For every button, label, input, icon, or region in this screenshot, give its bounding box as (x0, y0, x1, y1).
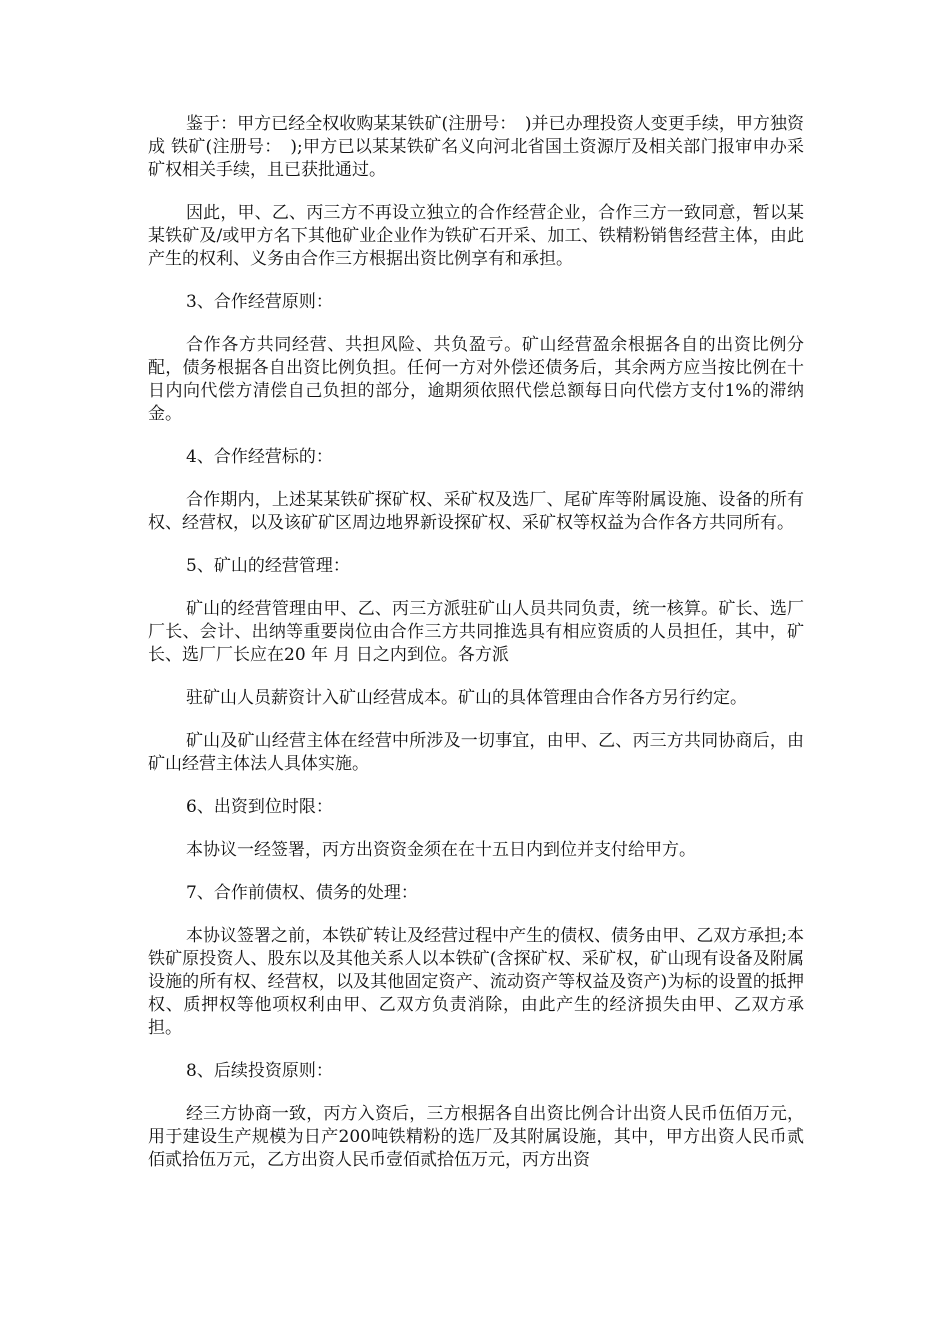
paragraph-section-8: 经三方协商一致，丙方入资后，三方根据各自出资比例合计出资人民币伍佰万元，用于建设生产规模为日产200吨铁精粉的选厂及其附属设施，其中，甲方出资人民币贰佰贰拾伍万元，乙方出资人民币壹佰贰拾伍万元，丙方出资 (148, 1104, 804, 1170)
section-heading-5: 5、矿山的经营管理： (186, 556, 350, 576)
section-heading-6: 6、出资到位时限： (186, 797, 333, 817)
section-heading-7: 7、合作前债权、债务的处理： (186, 883, 418, 903)
paragraph-section-5-c: 矿山及矿山经营主体在经营中所涉及一切事宜，由甲、乙、丙三方共同协商后，由矿山经营主体法人具体实施。 (148, 731, 804, 774)
document-page (148, 113, 804, 1172)
paragraph-agreement-basis: 因此，甲、乙、丙三方不再设立独立的合作经营企业，合作三方一致同意，暂以某某铁矿及/或甲方名下其他矿业企业作为铁矿石开采、加工、铁精粉销售经营主体，由此产生的权利、义务由合作三方根据出资比例享有和承担。 (148, 203, 804, 269)
paragraph-preamble: 鉴于：甲方已经全权收购某某铁矿(注册号： )并已办理投资人变更手续，甲方独资成 铁矿(注册号： );甲方已以某某铁矿名义向河北省国土资源厅及相关部门报审申办采矿权相关手续，且已获批通过。 (148, 114, 804, 180)
paragraph-section-5-a: 矿山的经营管理由甲、乙、丙三方派驻矿山人员共同负责，统一核算。矿长、选厂厂长、会计、出纳等重要岗位由合作三方共同推选具有相应资质的人员担任，其中，矿长、选厂厂长应在20 年 月 日之内到位。各方派 (148, 599, 804, 665)
paragraph-section-3: 合作各方共同经营、共担风险、共负盈亏。矿山经营盈余根据各自的出资比例分配，债务根据各自出资比例负担。任何一方对外偿还债务后，其余两方应当按比例在十日内向代偿方清偿自己负担的部分，逾期须依照代偿总额每日向代偿方支付1%的滞纳金。 (148, 335, 804, 424)
paragraph-section-6: 本协议一经签署，丙方出资资金须在在十五日内到位并支付给甲方。 (186, 840, 696, 860)
paragraph-section-5-b: 驻矿山人员薪资计入矿山经营成本。矿山的具体管理由合作各方另行约定。 (186, 688, 747, 708)
section-heading-8: 8、后续投资原则： (186, 1061, 333, 1081)
section-heading-3: 3、合作经营原则： (186, 292, 333, 312)
paragraph-section-7: 本协议签署之前，本铁矿转让及经营过程中产生的债权、债务由甲、乙双方承担;本铁矿原投资人、股东以及其他关系人以本铁矿(含探矿权、采矿权，矿山现有设备及附属设施的所有权、经营权，以及其他固定资产、流动资产等权益及资产)为标的设置的抵押权、质押权等他项权利由甲、乙双方负责消除，由此产生的经济损失由甲、乙双方承担。 (148, 926, 804, 1038)
paragraph-section-4: 合作期内，上述某某铁矿探矿权、采矿权及选厂、尾矿库等附属设施、设备的所有权、经营权，以及该矿矿区周边地界新设探矿权、采矿权等权益为合作各方共同所有。 (148, 490, 804, 533)
section-heading-4: 4、合作经营标的： (186, 447, 333, 467)
